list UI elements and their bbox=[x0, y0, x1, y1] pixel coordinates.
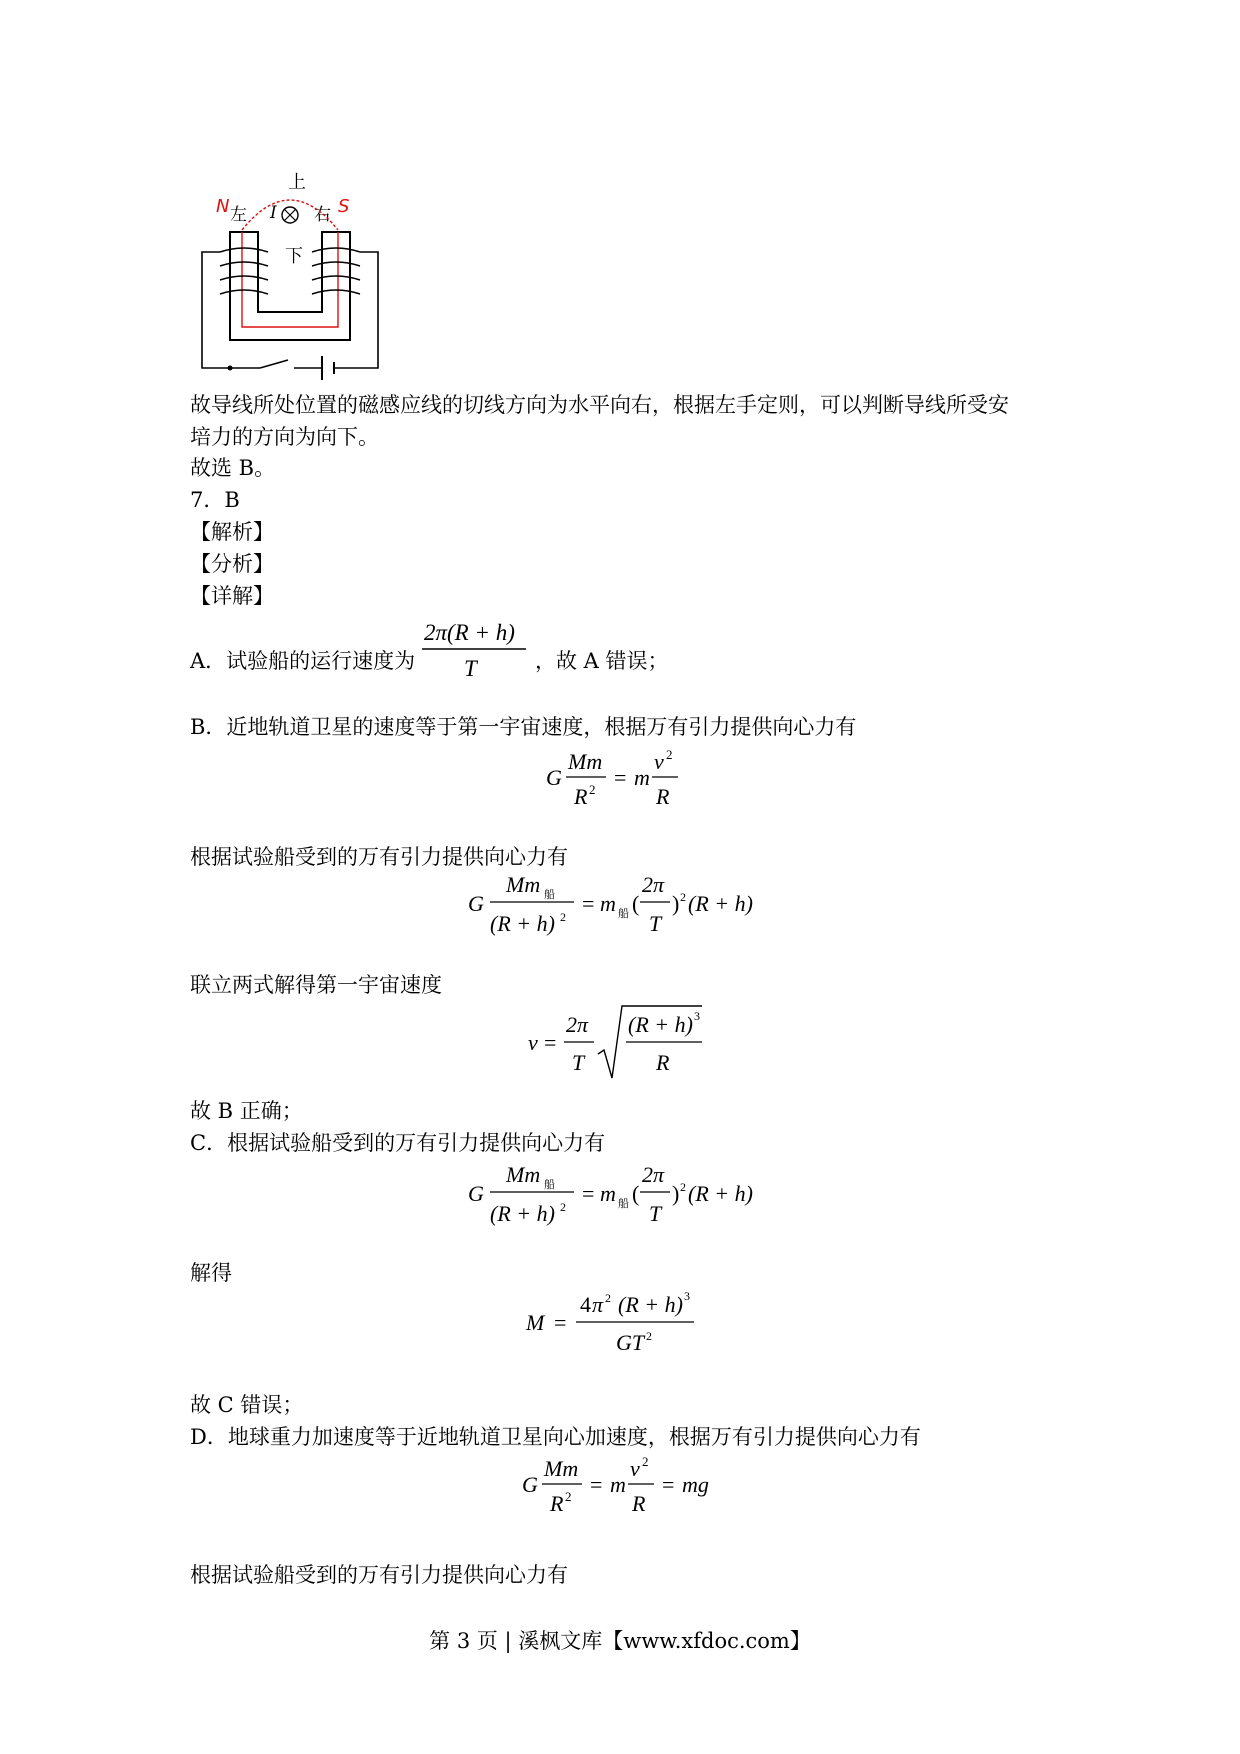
option-a-suffix: ，故 A 错误； bbox=[535, 649, 669, 673]
option-c-solve: 解得 bbox=[190, 1261, 232, 1285]
option-b-conclusion: 故 B 正确； bbox=[190, 1099, 303, 1123]
svg-text:(: ( bbox=[632, 891, 640, 916]
svg-text:M: M bbox=[526, 1310, 545, 1335]
svg-text:m: m bbox=[634, 765, 650, 790]
page-footer: 第 3 页 | 溪枫文库【www.xfdoc.com】 bbox=[429, 1629, 811, 1653]
svg-text:m: m bbox=[610, 1472, 626, 1497]
formula-earth-mass bbox=[524, 1284, 714, 1360]
svg-text:=: = bbox=[544, 1030, 557, 1055]
svg-text:(R + h): (R + h) bbox=[490, 911, 555, 936]
right-coil bbox=[312, 248, 360, 294]
svg-text:(R + h): (R + h) bbox=[490, 1201, 555, 1226]
label-left: 左 bbox=[230, 205, 247, 225]
formula-gravity-near-orbit bbox=[544, 744, 684, 814]
svg-text:Mm: Mm bbox=[506, 872, 541, 897]
subscript-ship-4: 船 bbox=[618, 1198, 629, 1210]
svg-text:2: 2 bbox=[589, 782, 596, 797]
svg-text:R: R bbox=[550, 1491, 564, 1516]
svg-text:): ) bbox=[672, 891, 680, 916]
svg-text:2: 2 bbox=[666, 747, 673, 762]
svg-text:(R + h): (R + h) bbox=[688, 891, 753, 916]
svg-text:=: = bbox=[662, 1472, 675, 1497]
svg-text:2π(R + h): 2π(R + h) bbox=[424, 620, 515, 645]
svg-text:=: = bbox=[590, 1472, 603, 1497]
label-current: I bbox=[270, 203, 277, 223]
svg-text:R: R bbox=[574, 784, 588, 809]
svg-text:T: T bbox=[572, 1050, 585, 1075]
svg-text:4: 4 bbox=[580, 1292, 591, 1317]
svg-text:=: = bbox=[582, 891, 595, 916]
electromagnet-diagram bbox=[190, 170, 390, 380]
svg-text:mg: mg bbox=[682, 1472, 709, 1497]
svg-text:G: G bbox=[546, 765, 562, 790]
svg-text:=: = bbox=[582, 1181, 595, 1206]
formula-ship-gravity bbox=[466, 868, 766, 942]
svg-text:v: v bbox=[654, 749, 664, 774]
formula-ship-gravity-c bbox=[466, 1158, 766, 1232]
formula-surface-gravity bbox=[520, 1450, 720, 1522]
circuit-wire bbox=[202, 252, 378, 368]
option-b-combine: 联立两式解得第一宇宙速度 bbox=[190, 973, 442, 997]
svg-text:2: 2 bbox=[565, 1489, 572, 1504]
heading-analysis: 【解析】 bbox=[190, 520, 274, 544]
svg-text:T: T bbox=[649, 911, 662, 936]
svg-text:Mm: Mm bbox=[544, 1456, 579, 1481]
heading-fenxi: 【分析】 bbox=[190, 552, 274, 576]
option-b-intro: B．近地轨道卫星的速度等于第一宇宙速度，根据万有引力提供向心力有 bbox=[190, 715, 857, 739]
svg-text:π: π bbox=[592, 1292, 604, 1317]
svg-text:3: 3 bbox=[694, 1009, 700, 1023]
svg-text:v: v bbox=[528, 1030, 538, 1055]
label-bottom: 下 bbox=[285, 246, 303, 267]
option-d-ship-intro: 根据试验船受到的万有引力提供向心力有 bbox=[190, 1563, 568, 1587]
cross-mark bbox=[284, 209, 296, 221]
svg-text:Mm: Mm bbox=[568, 749, 603, 774]
option-c-conclusion: 故 C 错误； bbox=[190, 1393, 304, 1417]
svg-text:=: = bbox=[614, 765, 627, 790]
left-coil bbox=[220, 248, 268, 294]
svg-text:G: G bbox=[468, 1181, 484, 1206]
svg-text:3: 3 bbox=[684, 1289, 690, 1303]
svg-text:(R + h): (R + h) bbox=[628, 1012, 693, 1037]
svg-text:R: R bbox=[656, 1050, 670, 1075]
option-a-prefix: A．试验船的运行速度为 bbox=[190, 649, 416, 673]
svg-text:(R + h): (R + h) bbox=[618, 1292, 683, 1317]
formula-first-cosmic-velocity bbox=[526, 1000, 706, 1086]
svg-text:2π: 2π bbox=[566, 1012, 589, 1037]
option-d-intro: D．地球重力加速度等于近地轨道卫星向心加速度，根据万有引力提供向心力有 bbox=[190, 1425, 921, 1449]
label-top: 上 bbox=[288, 172, 306, 193]
svg-text:2: 2 bbox=[680, 1180, 686, 1194]
svg-text:G: G bbox=[468, 891, 484, 916]
svg-text:=: = bbox=[554, 1310, 567, 1335]
svg-text:v: v bbox=[630, 1456, 640, 1481]
svg-text:2: 2 bbox=[560, 910, 566, 924]
svg-text:T: T bbox=[464, 656, 477, 681]
svg-text:m: m bbox=[600, 891, 616, 916]
svg-text:2π: 2π bbox=[642, 1162, 665, 1187]
svg-text:(R + h): (R + h) bbox=[688, 1181, 753, 1206]
subscript-ship-3: 船 bbox=[544, 1179, 555, 1191]
svg-text:R: R bbox=[656, 784, 670, 809]
label-north: N bbox=[216, 196, 230, 217]
option-c-intro: C．根据试验船受到的万有引力提供向心力有 bbox=[190, 1131, 606, 1155]
switch-contact bbox=[228, 366, 233, 371]
label-south: S bbox=[338, 196, 350, 217]
svg-text:2: 2 bbox=[560, 1200, 566, 1214]
formula-velocity bbox=[420, 616, 530, 686]
svg-text:R: R bbox=[632, 1491, 646, 1516]
option-b-ship-intro: 根据试验船受到的万有引力提供向心力有 bbox=[190, 845, 568, 869]
svg-text:Mm: Mm bbox=[506, 1162, 541, 1187]
svg-text:GT: GT bbox=[616, 1330, 645, 1355]
answer-choice-b: 故选 B。 bbox=[190, 456, 276, 480]
battery bbox=[322, 356, 334, 380]
subscript-ship-2: 船 bbox=[618, 908, 629, 920]
label-right: 右 bbox=[314, 205, 331, 225]
svg-text:T: T bbox=[649, 1201, 662, 1226]
svg-text:G: G bbox=[522, 1472, 538, 1497]
svg-text:): ) bbox=[672, 1181, 680, 1206]
paragraph-field-direction: 故导线所处位置的磁感应线的切线方向为水平向右，根据左手定则，可以判断导线所受安 bbox=[190, 393, 1009, 417]
heading-detail: 【详解】 bbox=[190, 584, 274, 608]
switch bbox=[260, 360, 288, 368]
svg-text:2: 2 bbox=[642, 1454, 649, 1469]
svg-text:2: 2 bbox=[605, 1291, 611, 1305]
svg-text:2: 2 bbox=[680, 890, 686, 904]
svg-text:m: m bbox=[600, 1181, 616, 1206]
paragraph-force-direction: 培力的方向为向下。 bbox=[190, 425, 379, 449]
svg-text:2: 2 bbox=[646, 1329, 652, 1343]
svg-text:(: ( bbox=[632, 1181, 640, 1206]
svg-text:2π: 2π bbox=[642, 872, 665, 897]
question-7-answer: 7．B bbox=[190, 488, 240, 512]
subscript-ship-1: 船 bbox=[544, 889, 555, 901]
